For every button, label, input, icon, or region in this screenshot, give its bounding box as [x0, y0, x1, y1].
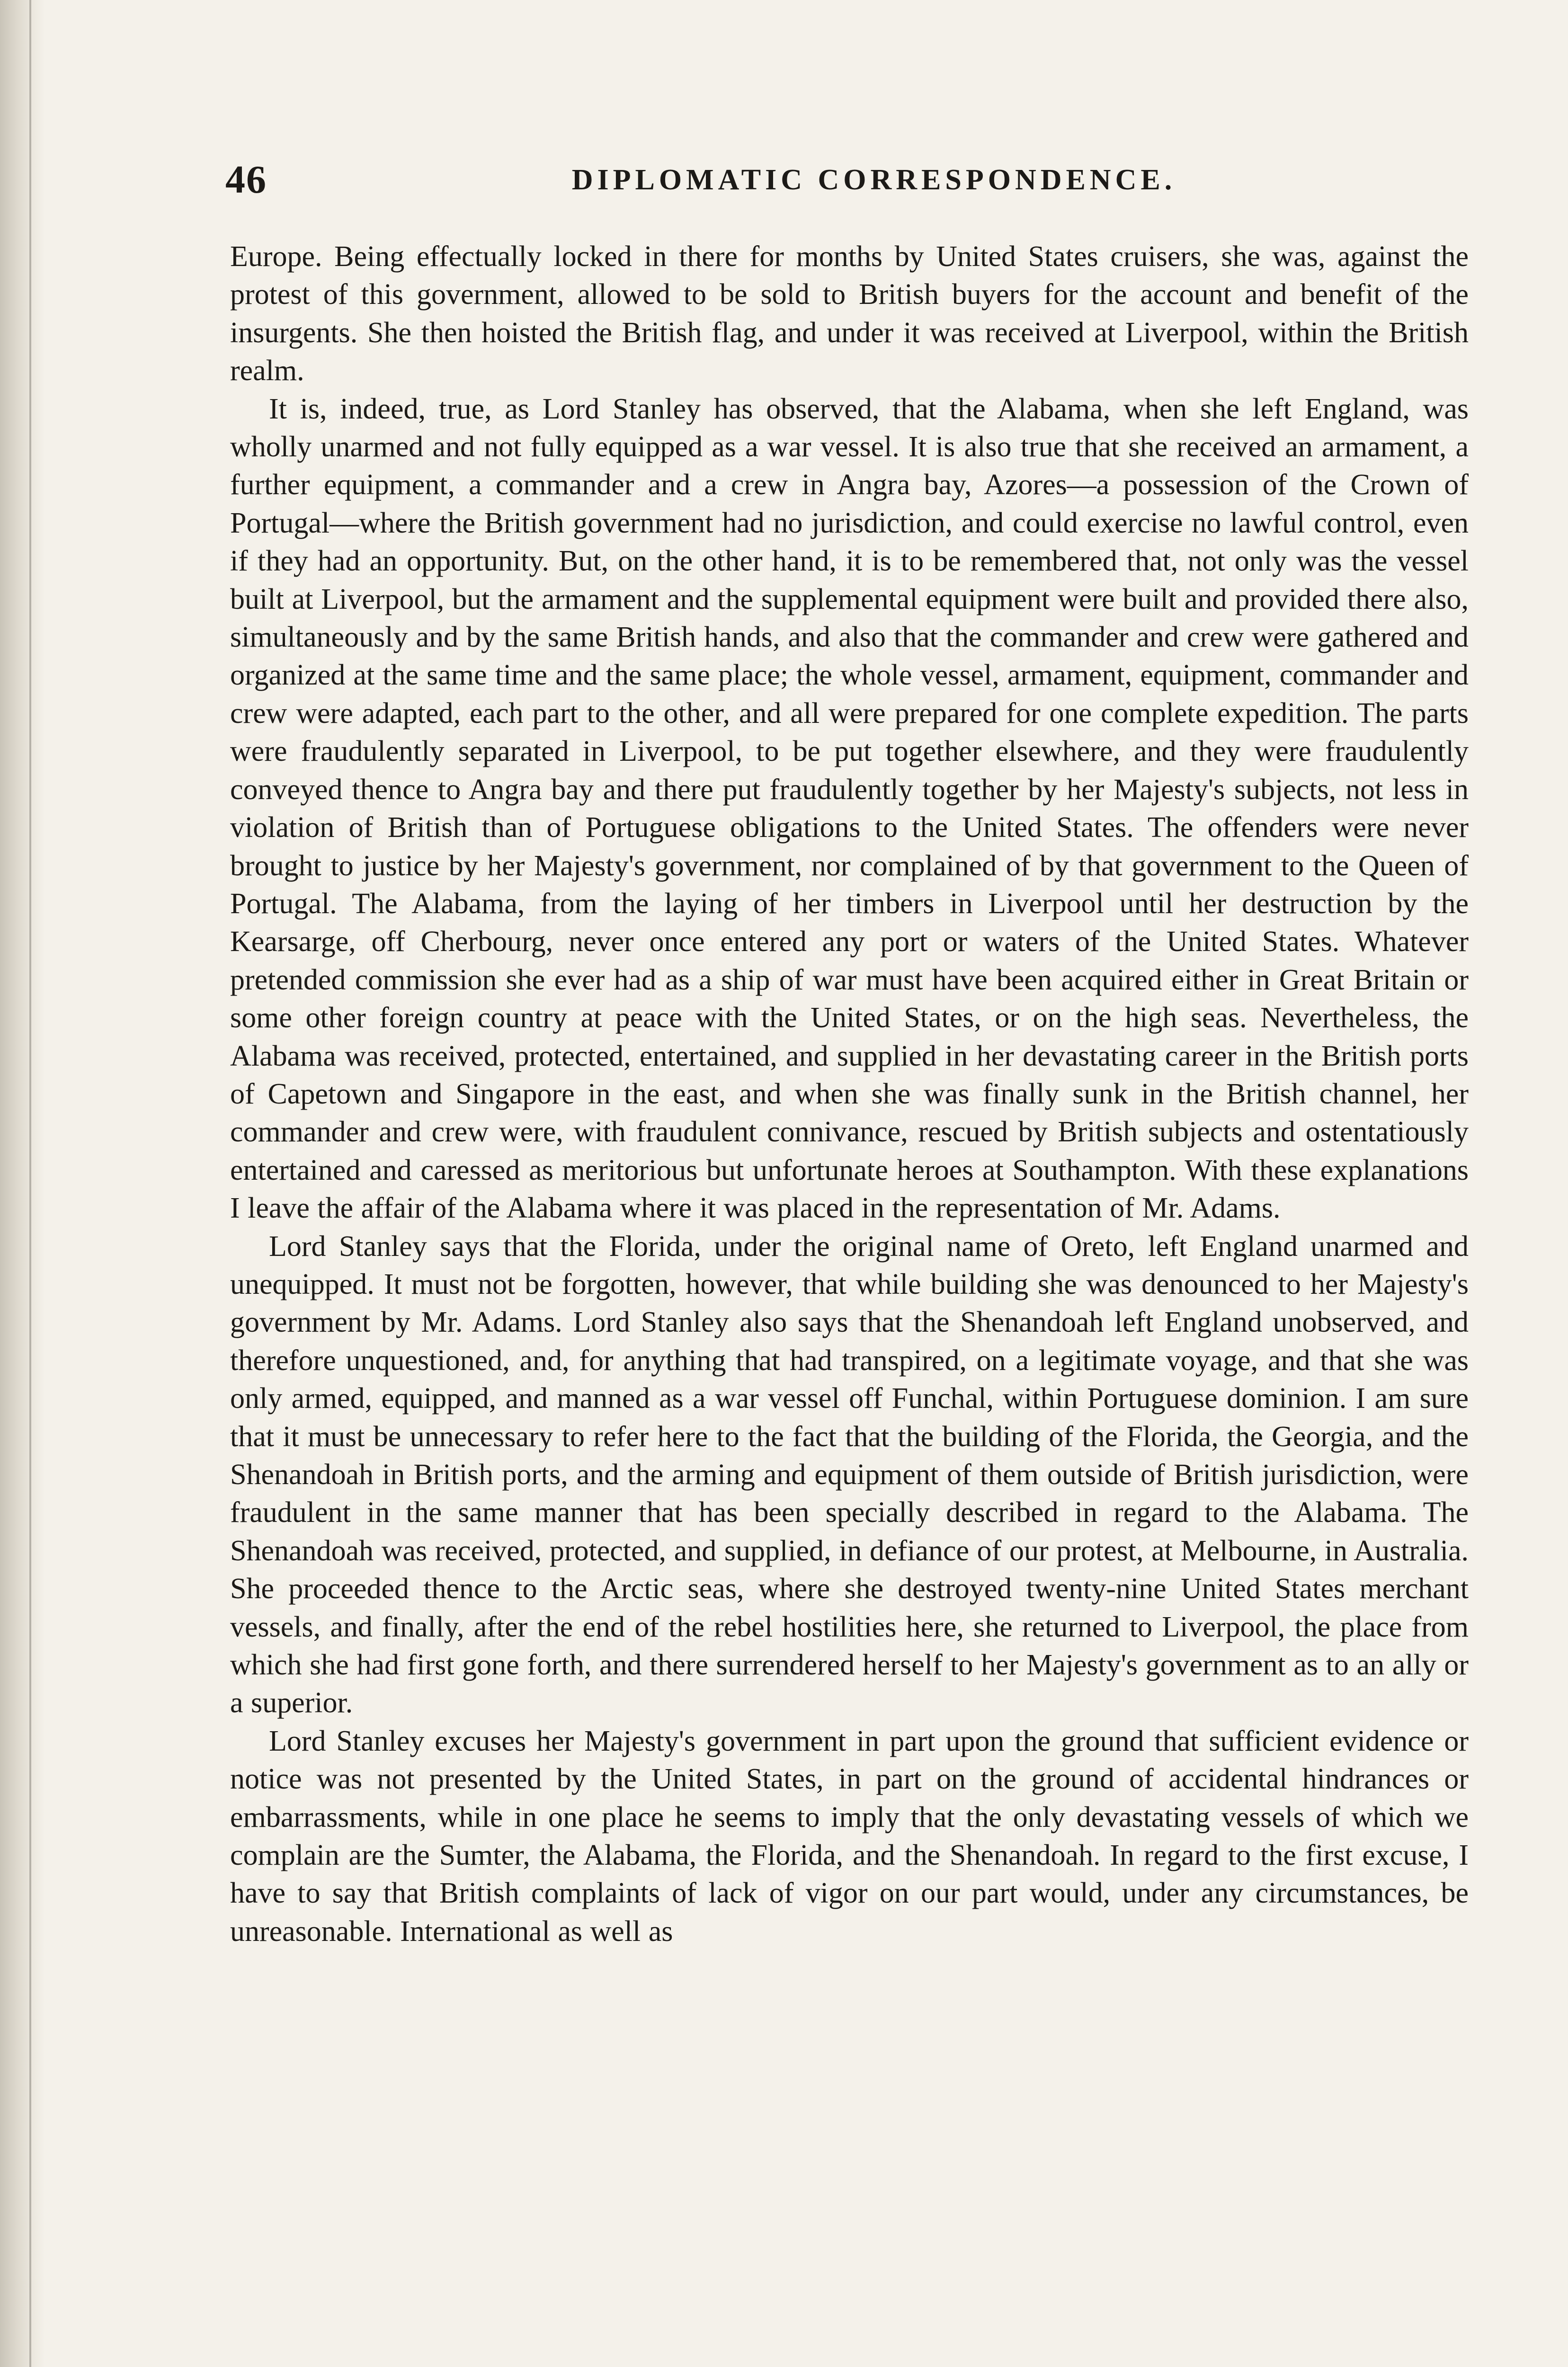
running-head: DIPLOMATIC CORRESPONDENCE. — [571, 164, 1176, 196]
paragraph-1: Europe. Being effectually locked in there for months by United States cruisers, she was, against the protest of this government, allowed to be sold to British buyers for the account and benefit of the insurgents. She then hoisted the British flag, and under it was received at Liverpool, within the British realm. — [230, 240, 1469, 387]
page-binding-line — [29, 0, 31, 2367]
paragraph-4: Lord Stanley excuses her Majesty's government in part upon the ground that sufficient evidence or notice was not presented by the United States, in part on the ground of accidental hindrances or embarrassments, while in one place he seems to imply that the only devastating vessels of which we complain are the Sumter, the Alabama, the Florida, and the Shenandoah. In regard to the first excuse, I have to say that British complaints of lack of vigor on our part would, under any circumstances, be unreasonable. International as well as — [230, 1725, 1469, 1948]
page-header — [225, 154, 1466, 206]
paragraph-2: It is, indeed, true, as Lord Stanley has observed, that the Alabama, when she left England, was wholly unarmed and not fully equipped as a war vessel. It is also true that she received an armament, a further equipment, a commander and a crew in Angra bay, Azores—a possession of the Crown of Portugal—where the British government had no jurisdiction, and could exercise no lawful control, even if they had an opportunity. But, on the other hand, it is to be remembered that, not only was the vessel built at Liverpool, but the armament and the supplemental equipment were built and provided there also, simultaneously and by the same British hands, and also that the commander and crew were gathered and organized at the same time and the same place; the whole vessel, armament, equipment, commander and crew were adapted, each part to the other, and all were prepared for one complete expedition. The parts were fraudulently separated in Liverpool, to be put together elsewhere, and they were fraudulently conveyed thence to Angra bay and there put fraudulently together by her Majesty's subjects, not less in violation of British than of Portuguese obligations to the United States. The offenders were never brought to justice by her Majesty's government, nor complained of by that government to the Queen of Portugal. The Alabama, from the laying of her timbers in Liverpool until her destruction by the Kearsarge, off Cherbourg, never once entered any port or waters of the United States. Whatever pretended commission she ever had as a ship of war must have been acquired either in Great Britain or some other foreign country at peace with the United States, or on the high seas. Nevertheless, the Alabama was received, protected, entertained, and supplied in her devastating career in the British ports of Capetown and Singapore in the east, and when she was finally sunk in the British channel, her commander and crew were, with fraudulent connivance, rescued by British subjects and ostentatiously entertained and caressed as meritorious but unfortunate heroes at Southampton. With these explanations I leave the affair of the Alabama where it was placed in the representation of Mr. Adams. — [230, 392, 1469, 1225]
paragraph-3: Lord Stanley says that the Florida, under the original name of Oreto, left England unarmed and unequipped. It must not be forgotten, however, that while building she was denounced to her Majesty's government by Mr. Adams. Lord Stanley also says that the Shenandoah left England unobserved, and therefore unquestioned, and, for anything that had transpired, on a legitimate voyage, and that she was only armed, equipped, and manned as a war vessel off Funchal, within Portuguese dominion. I am sure that it must be unnecessary to refer here to the fact that the building of the Florida, the Georgia, and the Shenandoah in British ports, and the arming and equipment of them outside of British jurisdiction, were fraudulent in the same manner that has been specially described in regard to the Alabama. The Shenandoah was received, protected, and supplied, in defiance of our protest, at Melbourne, in Australia. She proceeded thence to the Arctic seas, where she destroyed twenty-nine United States merchant vessels, and finally, after the end of the rebel hostilities here, she returned to Liverpool, the place from which she had first gone forth, and there surrendered herself to her Majesty's government as to an ally or a superior. — [230, 1230, 1469, 1719]
page-binding-shadow — [0, 0, 45, 2367]
page-number: 46 — [225, 158, 267, 202]
body-text — [230, 238, 1469, 1950]
